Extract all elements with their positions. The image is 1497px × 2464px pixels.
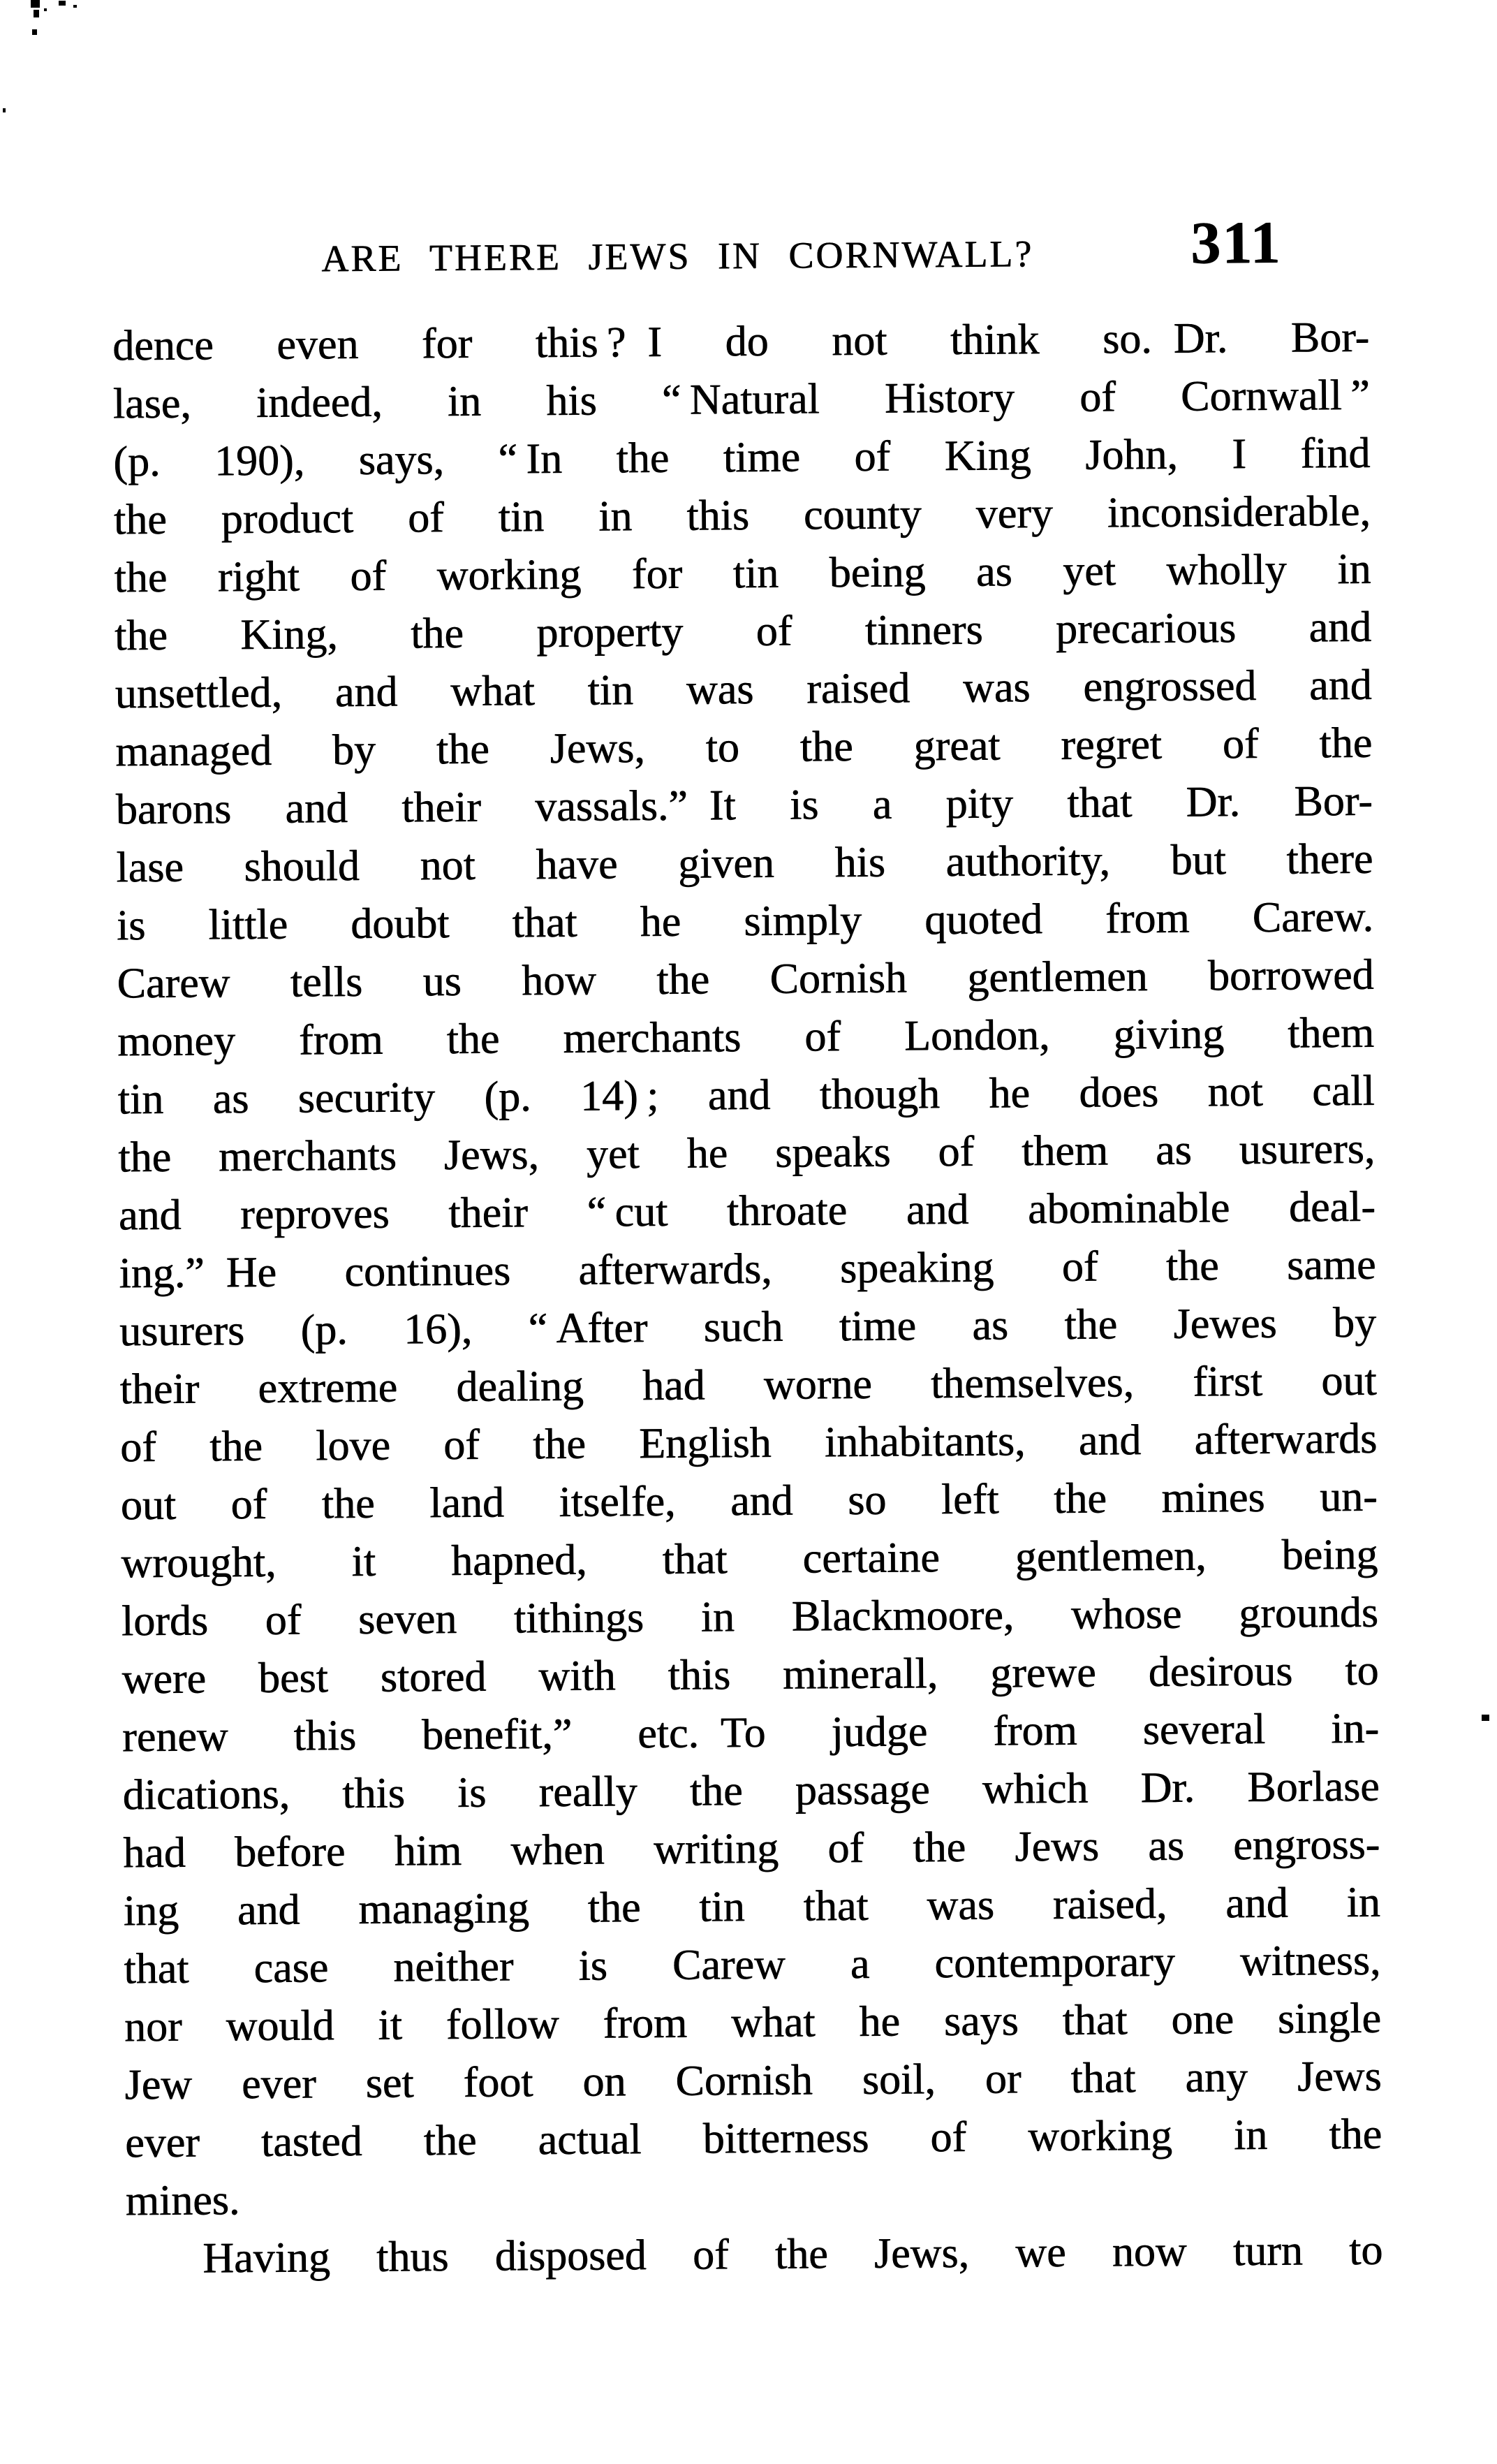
text-line: lords of seven tithings in Blackmoore, whose grounds xyxy=(121,1588,1379,1645)
ink-speck xyxy=(3,108,6,112)
ink-speck xyxy=(59,1,66,6)
page-content xyxy=(112,208,1383,2288)
running-header-title: ARE THERE JEWS IN CORNWALL? xyxy=(321,233,1034,280)
text-line: the merchants Jews, yet he speaks of them as usurers, xyxy=(118,1124,1376,1182)
text-line: ing and managing the tin that was raised, and in xyxy=(123,1878,1380,1935)
text-line: nor would it follow from what he says that one single xyxy=(124,1994,1382,2051)
text-line: tin as security (p. 14) ; and though he does not call xyxy=(117,1066,1375,1124)
text-line: usurers (p. 16), “ After such time as the Jewes by xyxy=(119,1298,1377,1356)
text-line: ever tasted the actual bitterness of working in the xyxy=(124,2110,1382,2167)
text-line: money from the merchants of London, giving them xyxy=(117,1009,1375,1066)
text-line: Jew ever set foot on Cornish soil, or that any Jews xyxy=(124,2052,1382,2109)
text-line: lase, indeed, in his “ Natural History of Cornwall ” xyxy=(112,371,1370,428)
text-line: of the love of the English inhabitants, and afterwards xyxy=(119,1414,1378,1472)
text-line: Having thus disposed of the Jews, we now turn to xyxy=(202,2226,1383,2282)
ink-speck xyxy=(32,29,37,35)
text-line: had before him when writing of the Jews as engross- xyxy=(122,1820,1380,1877)
text-line: Carew tells us how the Cornish gentlemen borrowed xyxy=(117,951,1374,1008)
ink-speck xyxy=(44,8,47,11)
text-line: barons and their vassals.” It is a pity that Dr. Bor- xyxy=(115,777,1373,834)
text-line: unsettled, and what tin was raised was engrossed and xyxy=(115,661,1372,718)
text-line: and reproves their “ cut throate and abominable deal- xyxy=(118,1182,1376,1240)
ink-speck xyxy=(73,5,77,8)
text-line: that case neither is Carew a contemporary witness, xyxy=(124,1936,1381,1993)
page-number: 311 xyxy=(1190,208,1282,277)
text-line: their extreme dealing had worne themselves, first out xyxy=(119,1356,1377,1414)
text-line: dications, this is really the passage which Dr. Borlase xyxy=(122,1762,1380,1819)
text-line: dence even for this ? I do not think so. Dr. Bor- xyxy=(112,313,1370,370)
text-line: wrought, it hapned, that certaine gentlemen, being xyxy=(121,1530,1378,1587)
body-text xyxy=(112,226,1382,2288)
text-line: the right of working for tin being as yet wholly in xyxy=(114,545,1371,602)
text-line: managed by the Jews, to the great regret of the xyxy=(115,719,1373,776)
text-line: is little doubt that he simply quoted from Carew. xyxy=(116,893,1374,950)
text-line: (p. 190), says, “ In the time of King John, I find xyxy=(113,429,1371,486)
text-line: ing.” He continues afterwards, speaking of the same xyxy=(119,1240,1376,1298)
text-line: the King, the property of tinners precarious and xyxy=(114,603,1372,660)
text-line: the product of tin in this county very inconsiderable, xyxy=(113,487,1371,544)
text-line: lase should not have given his authority, but there xyxy=(116,835,1373,892)
ink-speck xyxy=(34,10,39,17)
text-line: were best stored with this minerall, grewe desirous to xyxy=(121,1646,1379,1703)
ink-speck xyxy=(31,0,40,8)
ink-speck xyxy=(1482,1715,1489,1721)
text-line: out of the land itselfe, and so left the mines un- xyxy=(120,1472,1378,1530)
text-line: mines. xyxy=(125,2176,240,2225)
text-line: renew this benefit,” etc. To judge from several in- xyxy=(121,1704,1380,1761)
